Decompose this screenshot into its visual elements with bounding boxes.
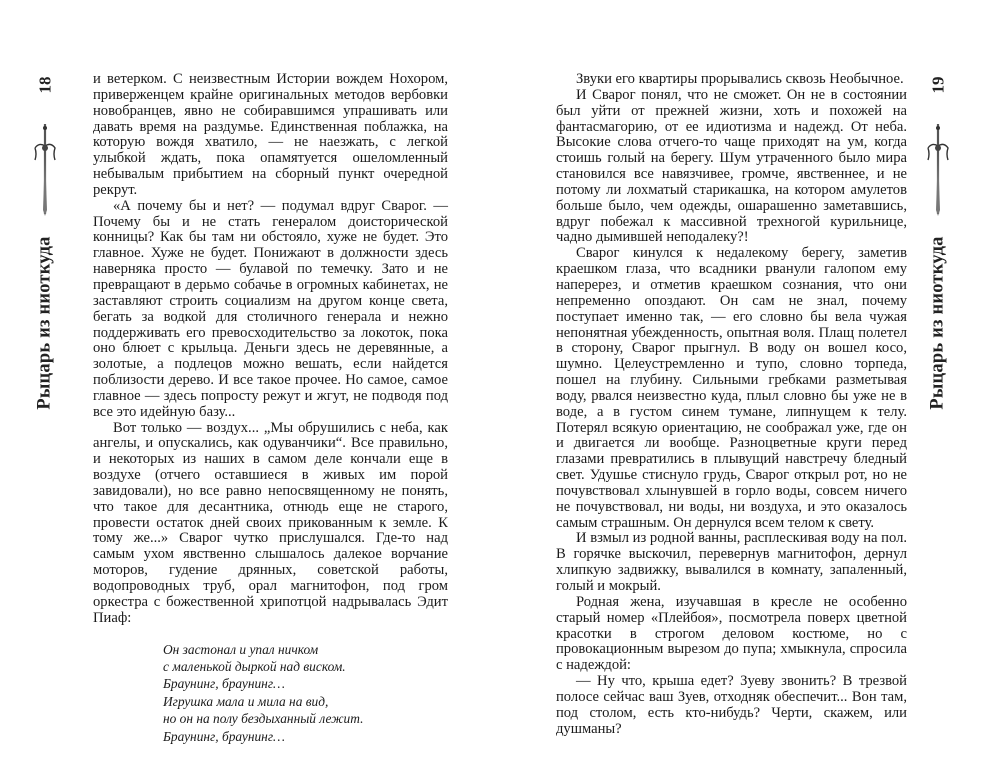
running-head: Рыцарь из ниоткуда — [34, 236, 55, 410]
page-number-text: 19 — [928, 76, 947, 94]
page-number — [30, 70, 60, 100]
paragraph: Звуки его квартиры прорывались сквозь Необычное. — [576, 71, 904, 87]
sword-icon — [926, 122, 950, 217]
paragraph: И взмыл из родной ванны, расплескивая воду на пол. В горячке выскочил, перевернув магнитофон, дернул хлипкую задвижку, вывалился в комнату, запаленный, голый и мокрый. — [556, 530, 907, 594]
paragraph: Родная жена, изучавшая в кресле не особенно старый номер «Плейбоя», посмотрела поверх цветной красотки в строгом деловом костюме, но с провокационным вырезом до пупа; хмыкнула, спросила с надеждой: — [556, 593, 907, 674]
running-head: Рыцарь из ниоткуда — [927, 236, 948, 410]
right-page-text — [556, 72, 907, 737]
right-page — [500, 0, 1000, 758]
left-page-text — [93, 72, 448, 745]
poem-line: Браунинг, браунинг… — [163, 728, 285, 744]
paragraph: И Сварог понял, что не сможет. Он не в состоянии был уйти от прежней жизни, хоть и похожей на фантасмагорию, от ее идиотизма и надежд. От неба. Высокие слова отчего-то чаще приходят на ум, когда стоишь голый на берегу. Шум утраченного было мира становился все навязчивее, громче, явственнее, и не потому ли лохматый старикашка, на котором амулетов больше было, чем одежды, ошарашенно заметавшись, вдруг побежал к массивной трехногой курильнице, чадно дымившей неподалеку?! — [556, 86, 907, 246]
paragraph: — Ну что, крыша едет? Зуеву звонить? В трезвой полосе сейчас ваш Зуев, отходняк обеспечит... Вон там, под столом, есть кто-нибудь? Черти, скажем, или душманы? — [556, 673, 907, 737]
poem-line: Браунинг, браунинг… — [163, 676, 285, 692]
left-page-sidebar — [30, 70, 60, 410]
poem-excerpt — [163, 641, 448, 745]
paragraph: Вот только — воздух... „Мы обрушились с неба, как ангелы, и опускались, как одуванчики“. Все правильно, и некоторых из наших в самом деле кончали еще в воздухе (отчего оставшиеся в живых им порой завидовали), но все равно непосвященному не понять, что такое для десантника, отнюдь еще не старого, провести остаток дней своих прикованным к земле. К тому же...» Сварог чутко прислушался. Где-то над самым ухом явственно слышалось далекое ворчание моторов, гудение дрянных, советской работы, водопроводных труб, орал магнитофон, под гром оркестра с божественной хрипотцой надрывалась Эдит Пиаф: — [93, 419, 448, 626]
sword-icon — [33, 122, 57, 217]
poem-line: Он застонал и упал ничком — [163, 641, 319, 657]
poem-line: но он на полу бездыханный лежит. — [163, 711, 364, 727]
page-number-text: 18 — [35, 76, 54, 94]
right-page-sidebar — [923, 70, 953, 410]
paragraph: Сварог кинулся к недалекому берегу, заметив краешком глаза, что всадники рванули галопом ему наперерез, и отметив краешком сознания, что они непременно опоздают. Он сам не знал, почему поступает именно так, — его словно бы вела чужая непонятная убежденность, опытная воля. Плащ полетел в сторону, Сварог прыгнул. В воду он вошел косо, шумно. Целеустремленно и тупо, словно торпеда, пошел на глубину. Сильными гребками разметывая воду, рвался неизвестно куда, плыл словно бы уже не в воде, а в густом синем тумане, липнущем к телу. Потерял всякую ориентацию, не соображал уже, где он и двигается ли вообще. Разноцветные круги перед глазами превратились в плывущий навстречу бледный свет. Удушье стиснуло грудь, Сварог открыл рот, но не почувствовал хлынувшей в горло воды, совсем ничего не почувствовал, ни воды, ни воздуха, и это оказалось самым страшным. Он дернулся всем телом к свету. — [556, 245, 907, 531]
paragraph: и ветерком. С неизвестным Истории вождем Нохором, приверженцем крайне оригинальных методов вербовки новобранцев, явно не собиравшимся упрашивать или давать время на раздумье. Единственная поблажка, на которую вождя хватило, — не наезжать, с легкой улыбкой ждать, пока опамятуется ошеломленный небывалым прибытием на сборный пункт очередной рекрут. — [93, 71, 448, 198]
poem-line: Игрушка мала и мила на вид, — [163, 693, 329, 709]
page-number — [923, 70, 953, 100]
paragraph: «А почему бы и нет? — подумал вдруг Сварог. — Почему бы и не стать генералом доисторической конницы? Как бы там ни обстояло, хуже не будет. Это главное. Хуже не будет. Понижают в должности здесь наверняка просто — булавой по темечку. Зато и не превращают в дерьмо собачье в огромных кабинетах, не заставляют строить социализм на другом конце света, бегать за водкой для столичного генерала и нежно поддерживать его превосходительство за локоток, пока оно блюет с крыльца. Деньги здесь не деревянные, а золотые, а подлецов можно вешать, если найдется поблизости дерево. И все такое прочее. Но самое, самое главное — здесь попросту режут и жгут, не подводя под все это идейную базу... — [93, 197, 448, 420]
poem-line: с маленькой дыркой над виском. — [163, 658, 346, 674]
